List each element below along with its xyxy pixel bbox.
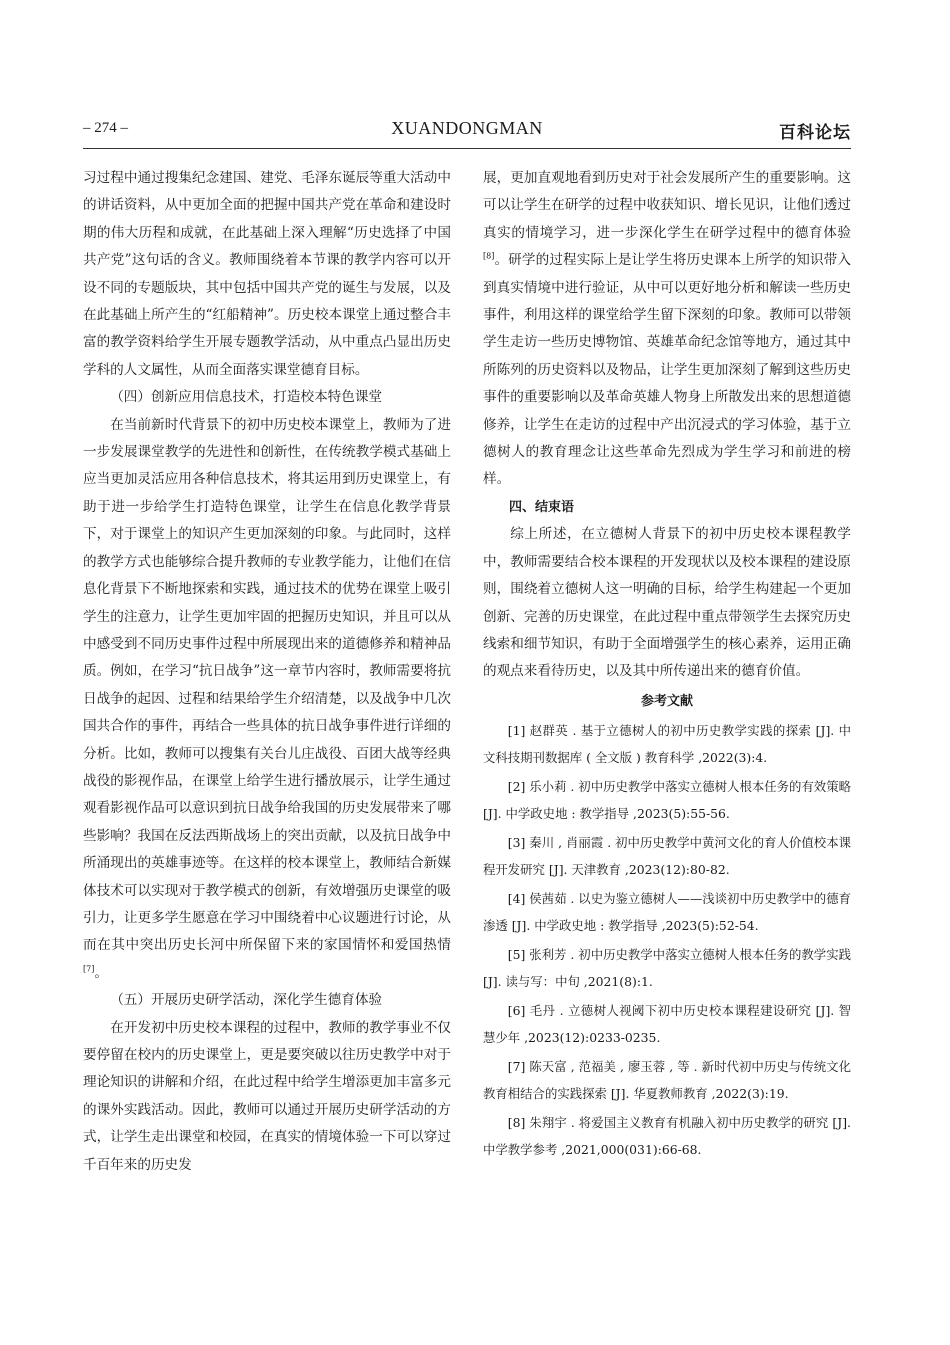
journal-name: XUANDONGMAN (391, 118, 543, 138)
right-column (483, 165, 851, 1163)
citation: [8] (483, 251, 495, 261)
left-column (83, 165, 451, 1179)
header-rule (83, 148, 851, 149)
reference-item: [8] 朱翔宇 . 将爱国主义教育有机融入初中历史教学的研究 [J]. 中学教学参考 ,2021,000(031):66-68. (483, 1115, 851, 1157)
reference-item: [1] 赵群英 . 基于立德树人的初中历史教学实践的探索 [J]. 中文科技期刊数据库 ( 全文版 ) 教育科学 ,2022(3):4. (483, 723, 851, 765)
paragraph (83, 412, 451, 988)
paragraph-text: 在当前新时代背景下的初中历史校本课堂上，教师为了进一步发展课堂教学的先进性和创新性，在传统教学模式基础上应当更加灵活应用各种信息技术，将其运用到历史课堂上，有助于进一步给学生打造特色课堂，让学生在信息化教学背景下，对于课堂上的知识产生更加深刻的印象。与此同时，这样的教学方式也能够综合提升教师的专业教学能力，让他们在信息化背景下不断地探索和实践，通过技术的优势在课堂上吸引学生的注意力，让学生更加牢固的把握历史知识，并且可以从中感受到不同历史事件过程中所展现出来的道德修养和精神品质。例如，在学习“抗日战争”这一章节内容时，教师需要将抗日战争的起因、过程和结果给学生介绍清楚，以及战争中几次国共合作的事件，再结合一些具体的抗日战争事件进行详细的分析。比如，教师可以搜集有关台儿庄战役、百团大战等经典战役的影视作品，在课堂上给学生进行播放展示，让学生通过观看影视作品可以意识到抗日战争给我国的历史发展带来了哪些影响？我国在反法西斯战场上的突出贡献，以及抗日战争中所涌现出的英雄事迹等。在这样的校本课堂上，教师结合新媒体技术可以实现对于教学模式的创新，有效增强历史课堂的吸引力，让更多学生愿意在学习中围绕着中心议题进行讨论，从而在其中突出历史长河中所保留下来的家国情怀和爱国热情 (83, 416, 451, 954)
page-number: – 274 – (83, 120, 128, 136)
page-header (83, 118, 851, 144)
section-heading: 四、结束语 (509, 499, 575, 515)
paragraph-end: 。 (94, 964, 108, 981)
paragraph-text: 。研学的过程实际上是让学生将历史课本上所学的知识带入到真实情境中进行验证，从中可以更好地分析和解读一些历史事件，利用这样的课堂给学生留下深刻的印象。教师可以带领学生走访一些历史博物馆、英雄革命纪念馆等地方，通过其中所陈列的历史资料以及物品，让学生更加深刻了解到这些历史事件的重要影响以及革命英雄人物身上所散发出来的思想道德修养，让学生在走访的过程中产出沉浸式的学习体验，基于立德树人的教育理念让这些革命先烈成为学生学习和前进的榜样。 (483, 252, 851, 488)
paragraph-text: 展，更加直观地看到历史对于社会发展所产生的重要影响。这可以让学生在研学的过程中收获知识、增长见识，让他们透过真实的情境学习，进一步深化学生在研学过程中的德育体验 (483, 170, 851, 241)
section-name: 百科论坛 (779, 123, 851, 143)
paragraph (483, 165, 851, 494)
subsection-heading-4: （四）创新应用信息技术，打造校本特色课堂 (110, 389, 383, 406)
paragraph: 综上所述，在立德树人背景下的初中历史校本课程教学中，教师需要结合校本课程的开发现状以及校本课程的建设原则，围绕着立德树人这一明确的目标，给学生构建起一个更加创新、完善的历史课堂，在此过程中重点带领学生去探究历史线索和细节知识，有助于全面增强学生的核心素养，运用正确的观点来看待历史，以及其中所传递出来的德育价值。 (483, 526, 851, 680)
reference-item: [3] 秦川 , 肖丽霞 . 初中历史教学中黄河文化的育人价值校本课程开发研究 [J]. 天津教育 ,2023(12):80-82. (483, 835, 851, 877)
paragraph: 习过程中通过搜集纪念建国、建党、毛泽东诞辰等重大活动中的讲话资料，从中更加全面的把握中国共产党在革命和建设时期的伟大历程和成就，在此基础上深入理解“历史选择了中国共产党”这句话的含义。教师围绕着本节课的教学内容可以开设不同的专题版块，其中包括中国共产党的诞生与发展，以及在此基础上所产生的“红船精神”。历史校本课堂上通过整合丰富的教学资料给学生开展专题教学活动，从中重点凸显出历史学科的人文属性，从而全面落实课堂德育目标。 (83, 170, 451, 378)
subsection-heading-5: （五）开展历史研学活动，深化学生德育体验 (110, 992, 383, 1009)
reference-item: [6] 毛丹 . 立德树人视阈下初中历史校本课程建设研究 [J]. 智慧少年 ,2023(12):0233-0235. (483, 1003, 851, 1045)
paragraph: 在开发初中历史校本课程的过程中，教师的教学事业不仅要停留在校内的历史课堂上，更是要突破以往历史教学中对于理论知识的讲解和介绍，在此过程中给学生增添更加丰富多元的课外实践活动。因此，教师可以通过开展历史研学活动的方式，让学生走出课堂和校园，在真实的情境体验一下可以穿过千百年来的历史发 (83, 1019, 451, 1173)
reference-item: [5] 张利芳 . 初中历史教学中落实立德树人根本任务的教学实践 [J]. 读与写：中旬 ,2021(8):1. (483, 947, 851, 989)
reference-item: [4] 侯茜茹 . 以史为鉴立德树人——浅谈初中历史教学中的德育渗透 [J]. 中学政史地 : 教学指导 ,2023(5):52-54. (483, 891, 851, 933)
citation: [7] (83, 964, 95, 974)
reference-item: [2] 乐小莉 . 初中历史教学中落实立德树人根本任务的有效策略 [J]. 中学政史地 : 教学指导 ,2023(5):55-56. (483, 779, 851, 821)
references-title: 参考文献 (640, 693, 693, 709)
reference-item: [7] 陈天富 , 范福美 , 廖玉蓉 , 等 . 新时代初中历史与传统文化教育相结合的实践探索 [J]. 华夏教师教育 ,2022(3):19. (483, 1059, 851, 1101)
